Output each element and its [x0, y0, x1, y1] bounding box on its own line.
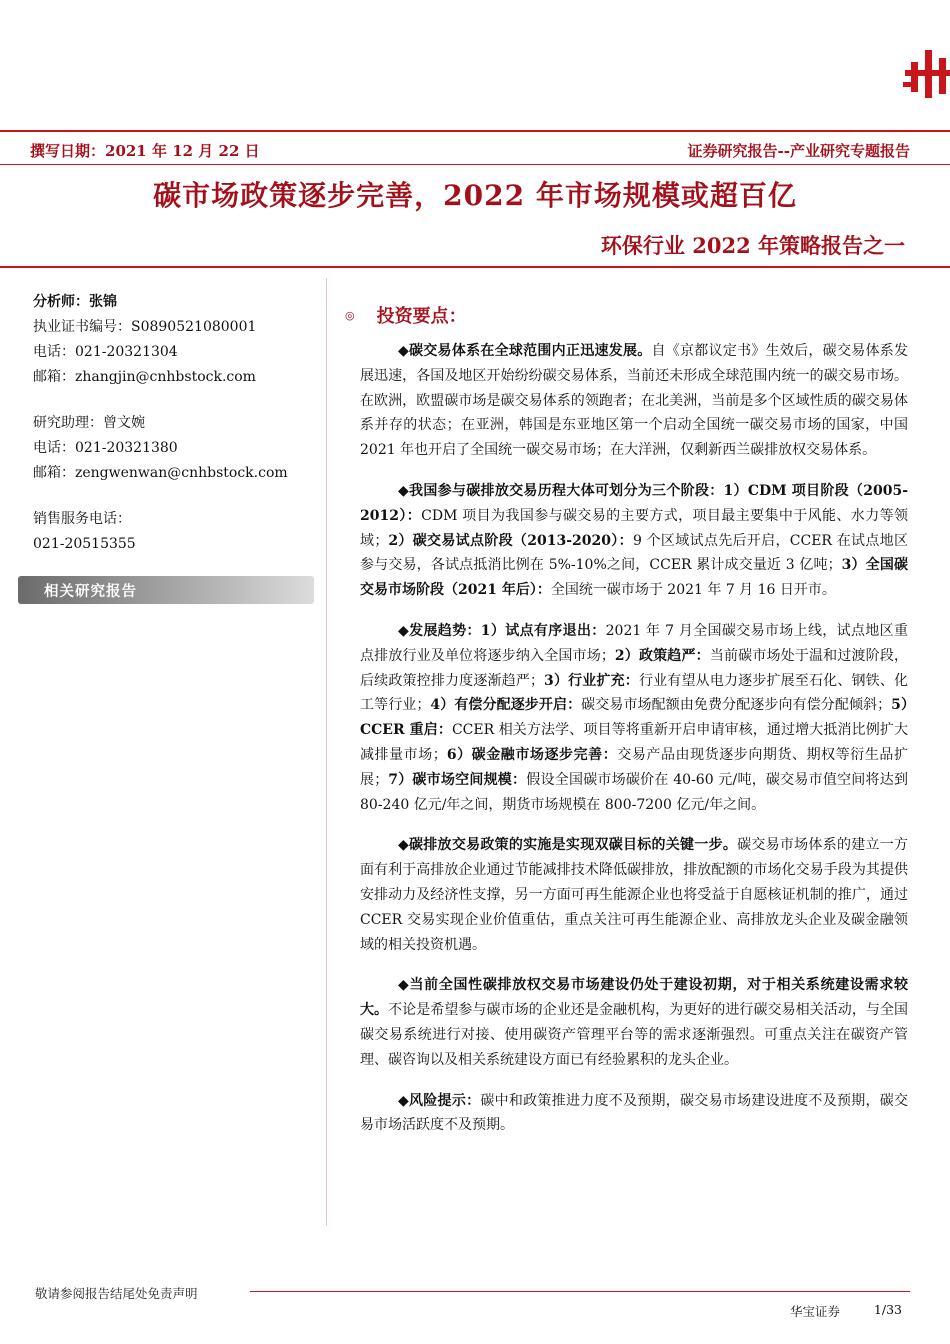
- key-point-text: 不论是希望参与碳市场的企业还是金融机构，为更好的进行碳交易相关活动，与全国碳交易系统进行对接、使用碳资产管理平台等的需求逐渐强烈。可重点关注在碳资产管理、碳咨询以及相关系统建设方面已有经验累积的龙头企业。: [360, 1002, 909, 1068]
- assistant-name: 研究助理：曾文婉: [33, 415, 145, 431]
- related-reports-label: 相关研究报告: [44, 583, 137, 600]
- key-point-lead: ◆当前全国性碳排放权交易市场建设仍处于建设初期，对于相关系统建设需求较大。: [360, 977, 908, 1019]
- key-point-lead: 2）政策趋严：: [614, 647, 710, 664]
- analyst-block: [33, 290, 313, 390]
- key-point-text: 碳中和政策推进力度不及预期，碳交易市场建设进度不及预期，碳交易市场活跃度不及预期。: [360, 1092, 908, 1134]
- key-point-paragraph: [360, 619, 908, 817]
- footer-company: 华宝证券: [789, 1304, 840, 1319]
- key-point-paragraph: [360, 973, 908, 1072]
- key-point-lead: ◆发展趋势：1）试点有序退出：: [398, 622, 606, 639]
- key-point-paragraph: [360, 479, 908, 603]
- key-point-lead: 4）有偿分配逐步开启：: [430, 697, 582, 714]
- key-point-lead: 3）行业扩充：: [544, 672, 639, 689]
- key-point-text: CCER 相关方法学、项目等将重新开启申请审核，通过增大抵消比例扩大减排量市场；: [360, 722, 908, 763]
- key-point-lead: 5）CCER 重启：: [360, 697, 909, 739]
- footer-disclaimer: 敬请参阅报告结尾处免责声明: [35, 1286, 198, 1301]
- page-number: 1/33: [873, 1302, 902, 1317]
- sales-block: [33, 507, 313, 557]
- assistant-block: [33, 411, 313, 486]
- key-point-text: CDM 项目为我国参与碳交易的主要方式，项目最主要集中于风能、水力等领域；: [360, 507, 908, 549]
- logo-mark-icon: [901, 44, 950, 102]
- title-divider: [0, 266, 950, 268]
- report-date: 撰写日期：2021 年 12 月 22 日: [30, 142, 260, 160]
- key-point-lead: 2）碳交易试点阶段（2013-2020）：: [388, 532, 633, 549]
- related-reports-banner: [18, 576, 314, 604]
- report-type: 证券研究报告--产业研究专题报告: [687, 142, 910, 160]
- key-point-text: 行业有望从电力逐步扩展至石化、钢铁、化工等行业；: [360, 672, 909, 714]
- analyst-email: 邮箱：zhangjin@cnhbstock.com: [33, 369, 256, 385]
- analyst-name: 分析师：张锦: [33, 294, 117, 310]
- key-point-lead: ◆碳排放交易政策的实施是实现双碳目标的关键一步。: [398, 837, 738, 854]
- assistant-email: 邮箱：zengwenwan@cnhbstock.com: [33, 465, 288, 481]
- key-point-text: 当前碳市场处于温和过渡阶段，后续政策控排力度逐渐趋严；: [360, 647, 909, 689]
- analyst-panel: [33, 290, 313, 578]
- footer-divider: [250, 1291, 910, 1292]
- key-point-lead: 6）碳金融市场逐步完善：: [446, 746, 618, 763]
- key-point-text: 交易产品由现货逐步向期货、期权等衍生品扩展；: [360, 746, 908, 788]
- report-title: 碳市场政策逐步完善，2022 年市场规模或超百亿: [153, 179, 797, 212]
- key-point-lead: 7）碳市场空间规模：: [388, 771, 527, 788]
- key-point-text: 碳交易市场配额由免费分配逐步向有偿分配倾斜；: [581, 697, 892, 714]
- analyst-phone: 电话：021-20321304: [33, 344, 178, 360]
- key-point-text: 2021 年 7 月全国碳交易市场上线，试点地区重点排放行业及单位将逐步纳入全国市场；: [360, 622, 908, 664]
- key-point-lead: ◆碳交易体系在全球范围内正迅速发展。: [398, 343, 652, 359]
- report-subtitle: 环保行业 2022 年策略报告之一: [600, 233, 905, 258]
- header-divider-secondary: [0, 164, 950, 165]
- key-points-heading: [345, 302, 467, 328]
- sales-phone: 021-20515355: [33, 536, 136, 552]
- key-point-lead: ◆风险提示：: [398, 1092, 481, 1109]
- key-point-text: 碳交易市场体系的建立一方面有利于高排放企业通过节能减排技术降低碳排放，排放配额的市场化交易手段为其提供安排动力及经济性支撑，另一方面可再生能源企业也将受益于自愿核证机制的推广，通过 CCER 交易实现企业价值重估，重点关注可再生能源企业、高排放龙头企业及碳金融领域的相关投资机遇。: [360, 837, 909, 953]
- key-points-body: [360, 339, 908, 1154]
- key-points-title: 投资要点：: [376, 306, 467, 327]
- key-point-lead: ◆我国参与碳排放交易历程大体可划分为三个阶段：1）CDM 项目阶段（2005-2012）：: [360, 482, 908, 524]
- key-point-text: 自《京都议定书》生效后，碳交易体系发展迅速，各国及地区开始纷纷碳交易体系，当前还未形成全球范围内统一的碳交易市场。在欧洲，欧盟碳市场是碳交易体系的领跑者；在北美洲，当前是多个区域性质的碳交易体系并存的状态；在亚洲，韩国是东亚地区第一个启动全国统一碳交易市场的国家，中国 2021 年也开启了全国统一碳交易市场；在大洋洲，仅剩新西兰碳排放权交易体系。: [360, 343, 909, 459]
- analyst-cert: 执业证书编号：S0890521080001: [33, 319, 257, 335]
- key-point-paragraph: [360, 1089, 908, 1139]
- column-divider: [326, 278, 327, 1226]
- key-point-text: 全国统一碳市场于 2021 年 7 月 16 日开市。: [550, 582, 836, 599]
- bullet-icon: ◎: [345, 309, 355, 322]
- key-point-text: 假设全国碳市场碳价在 40-60 元/吨，碳交易市值空间将达到 80-240 亿元/年之间，期货市场规模在 800-7200 亿元/年之间。: [360, 771, 908, 813]
- key-point-paragraph: [360, 833, 908, 957]
- sales-label: 销售服务电话：: [33, 511, 131, 527]
- key-point-lead: 3）全国碳交易市场阶段（2021 年后）：: [360, 557, 908, 599]
- header-divider: [0, 130, 950, 132]
- key-point-text: 9 个区域试点先后开启，CCER 在试点地区参与交易，各试点抵消比例在 5%-10%之间，CCER 累计成交量近 3 亿吨；: [360, 532, 909, 574]
- key-point-paragraph: [360, 339, 908, 463]
- assistant-phone: 电话：021-20321380: [33, 440, 178, 456]
